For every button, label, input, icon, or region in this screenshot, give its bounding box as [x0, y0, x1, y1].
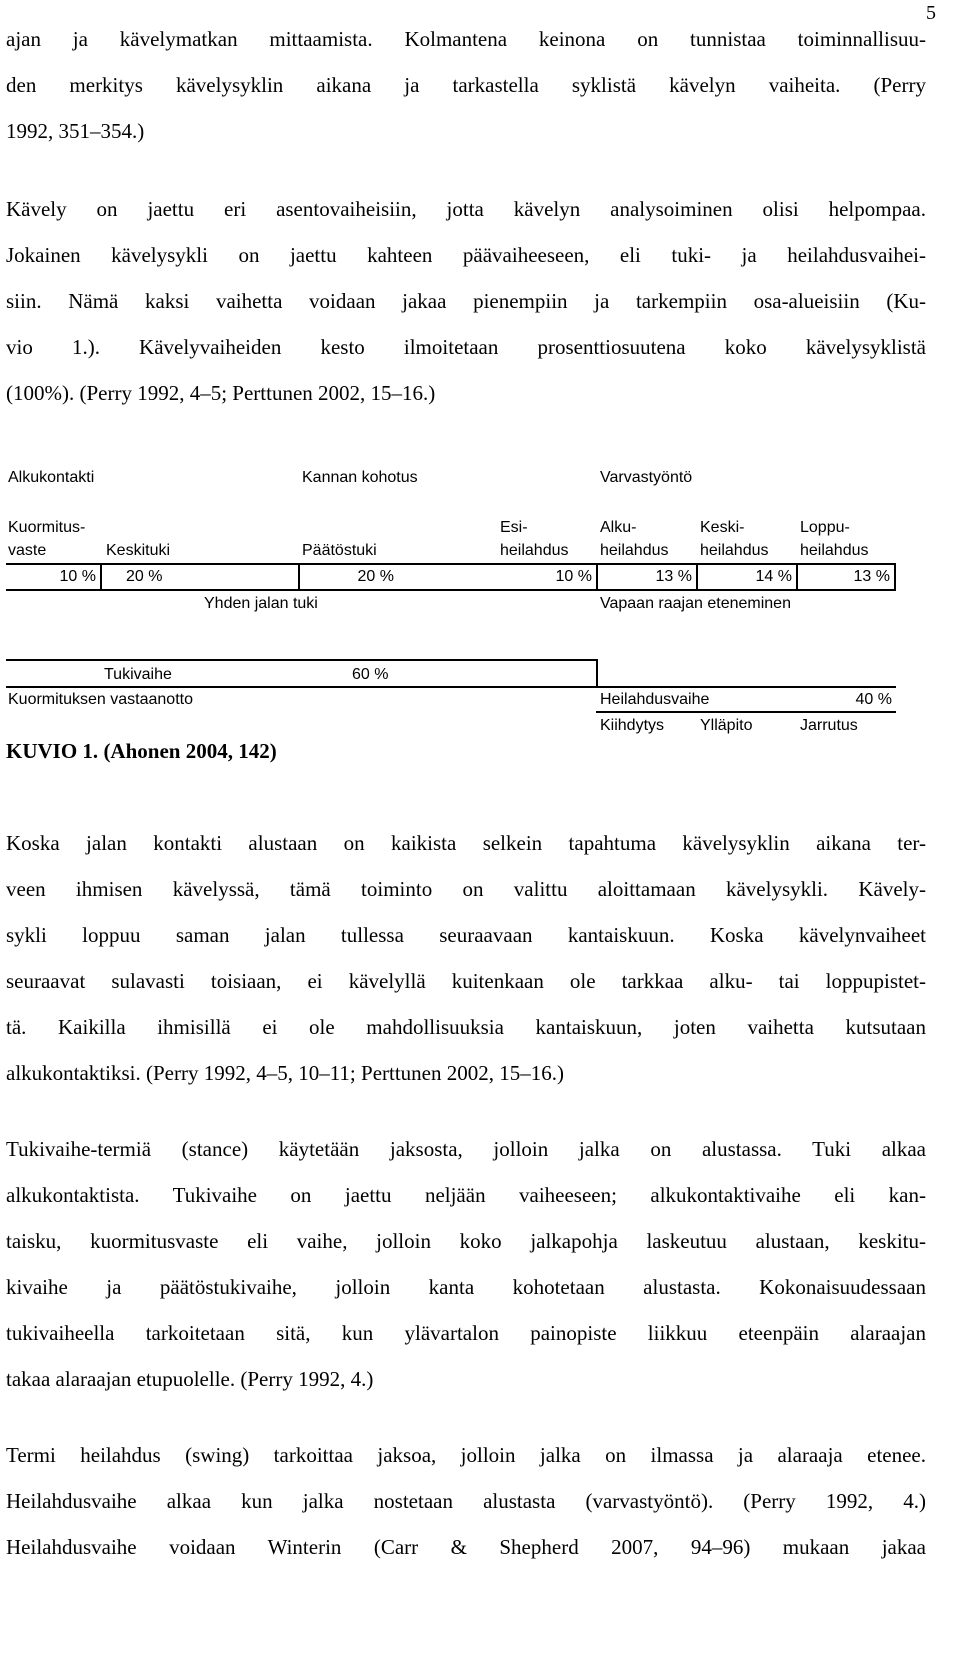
- swing-phase-label: Heilahdusvaihe: [600, 691, 710, 708]
- loading-response-label: Kuormituksen vastaanotto: [8, 691, 193, 708]
- paragraph-1: [6, 16, 926, 154]
- phase-percent: 14 %: [755, 568, 792, 585]
- phase-percent: 10 %: [555, 568, 592, 585]
- event-toe-off: Varvastyöntö: [600, 469, 693, 486]
- phase-percent: 10 %: [59, 568, 96, 585]
- phase-label-bottom: heilahdus: [700, 542, 769, 559]
- phase-label-bottom: vaste: [8, 542, 47, 559]
- phase-label-top: Loppu-: [800, 519, 850, 536]
- phase-label-bottom: heilahdus: [800, 542, 869, 559]
- phase-label-top: Keski-: [700, 519, 745, 536]
- text-line: takaa alaraajan etupuolelle. (Perry 1992, 4.): [6, 1367, 374, 1391]
- text-line: tä. Kaikilla ihmisillä ei ole mahdollisuuksia kantaiskuun, joten vaihetta kutsutaan: [6, 1015, 926, 1039]
- page-number: 5: [926, 2, 936, 24]
- text-line: alkukontaktiksi. (Perry 1992, 4–5, 10–11; Perttunen 2002, 15–16.): [6, 1061, 564, 1085]
- text-line: ajan ja kävelymatkan mittaamista. Kolmantena keinona on tunnistaa toiminnallisuu-: [6, 27, 926, 51]
- text-line: Kävely on jaettu eri asentovaiheisiin, jotta kävelyn analysoiminen olisi helpompaa.: [6, 197, 926, 221]
- swing-subphase: Ylläpito: [700, 717, 753, 734]
- phase-percent: 20 %: [357, 568, 394, 585]
- event-heel-rise: Kannan kohotus: [302, 469, 418, 486]
- phase-percent: 20 %: [126, 568, 163, 585]
- phase-label-bottom: Keskituki: [106, 542, 171, 559]
- swing-subphase: Kiihdytys: [600, 717, 665, 734]
- paragraph-2: [6, 186, 926, 416]
- text-line: taisku, kuormitusvaste eli vaihe, jolloin koko jalkapohja laskeutuu alustaan, keskitu-: [6, 1229, 926, 1253]
- swing-bottom-line: [596, 711, 896, 713]
- text-line: alkukontaktista. Tukivaihe on jaettu neljään vaiheeseen; alkukontaktivaihe eli kan-: [6, 1183, 926, 1207]
- swing-phase-percent: 40 %: [855, 691, 892, 708]
- paragraph-3: [6, 820, 926, 1096]
- figure-caption-number: KUVIO 1.: [6, 739, 99, 763]
- text-line: den merkitys kävelysyklin aikana ja tarkastella syklistä kävelyn vaiheita. (Perry: [6, 73, 926, 97]
- text-line: vio 1.). Kävelyvaiheiden kesto ilmoitetaan prosenttiosuutena koko kävelysyklistä: [6, 335, 926, 359]
- stance-swing-divider: [596, 659, 598, 687]
- phase-percent: 13 %: [655, 568, 692, 585]
- text-line: (100%). (Perry 1992, 4–5; Perttunen 2002, 15–16.): [6, 381, 436, 405]
- swing-subphase: Jarrutus: [800, 717, 858, 734]
- single-limb-support-label: Yhden jalan tuki: [204, 595, 318, 612]
- figure-caption-source: (Ahonen 2004, 142): [103, 739, 277, 763]
- text-line: kivaihe ja päätöstukivaihe, jolloin kanta kohotetaan alustasta. Kokonaisuudessaan: [6, 1275, 926, 1299]
- text-line: siin. Nämä kaksi vaihetta voidaan jakaa pienempiin ja tarkempiin osa-alueisiin (Ku-: [6, 289, 926, 313]
- phase-label-bottom: Päätöstuki: [302, 542, 377, 559]
- stance-phase-percent: 60 %: [352, 666, 389, 683]
- figure-caption: [6, 738, 277, 764]
- bar-top-line: [6, 563, 896, 565]
- event-initial-contact: Alkukontakti: [8, 469, 95, 486]
- phase-label-top: Alku-: [600, 519, 637, 536]
- text-line: Koska jalan kontakti alustaan on kaikista selkein tapahtuma kävelysyklin aikana ter-: [6, 831, 926, 855]
- text-line: Heilahdusvaihe alkaa kun jalka nostetaan alustasta (varvastyöntö). (Perry 1992, 4.): [6, 1489, 926, 1513]
- text-line: Heilahdusvaihe voidaan Winterin (Carr & Shepherd 2007, 94–96) mukaan jakaa: [6, 1535, 926, 1559]
- stance-phase-label: Tukivaihe: [104, 666, 172, 683]
- bar-divider: [100, 563, 102, 591]
- text-line: veen ihmisen kävelyssä, tämä toiminto on valittu aloittamaan kävelysykli. Kävely-: [6, 877, 926, 901]
- phase-label-top: Kuormitus-: [8, 519, 86, 536]
- text-line: Termi heilahdus (swing) tarkoittaa jaksoa, jolloin jalka on ilmassa ja alaraaja etenee.: [6, 1443, 926, 1467]
- phase-percent: 13 %: [853, 568, 890, 585]
- limb-advancement-label: Vapaan raajan eteneminen: [600, 595, 791, 612]
- bar-bottom-line: [6, 589, 896, 591]
- phase-label-bottom: heilahdus: [600, 542, 669, 559]
- text-line: tukivaiheella tarkoitetaan sitä, kun ylävartalon painopiste liikkuu eteenpäin alaraajan: [6, 1321, 926, 1345]
- phase-divider-line: [6, 686, 896, 688]
- bar-divider: [894, 563, 896, 591]
- paragraph-4: [6, 1126, 926, 1402]
- text-line: Tukivaihe-termiä (stance) käytetään jaksosta, jolloin jalka on alustassa. Tuki alkaa: [6, 1137, 926, 1161]
- paragraph-5: [6, 1432, 926, 1570]
- phase-label-top: Esi-: [500, 519, 528, 536]
- text-line: 1992, 351–354.): [6, 119, 145, 143]
- phase-label-bottom: heilahdus: [500, 542, 569, 559]
- text-line: Jokainen kävelysykli on jaettu kahteen päävaiheeseen, eli tuki- ja heilahdusvaihei-: [6, 243, 926, 267]
- stance-top-line: [6, 659, 598, 661]
- text-line: seuraavat sulavasti toisiaan, ei kävelyllä kuitenkaan ole tarkkaa alku- tai loppupistet-: [6, 969, 926, 993]
- text-line: sykli loppuu saman jalan tullessa seuraavaan kantaiskuun. Koska kävelynvaiheet: [6, 923, 926, 947]
